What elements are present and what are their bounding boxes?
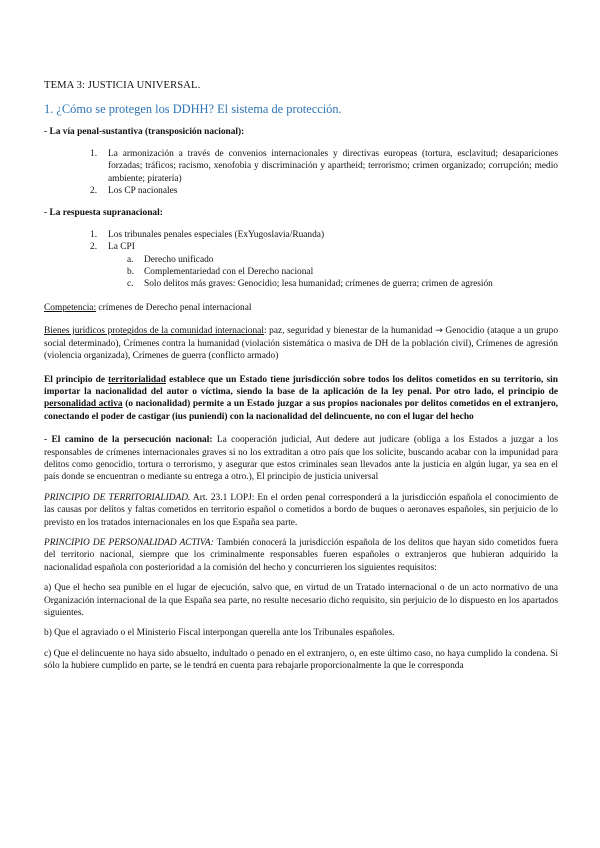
list-item: [44, 185, 558, 197]
sublist-item: [44, 278, 558, 290]
personalidad-text: También conocerá la jurisdicción española de los delitos que hayan sido cometidos fuera del territorio nacional, siempre que los criminalmente responsables fueren españoles o extranjeros que hubieran adquirido la nacionalidad española con posterioridad a la comisión del hecho y concurrieren los siguientes requisitos:: [44, 537, 558, 573]
requisito-a: a) Que el hecho sea punible en el lugar de ejecución, salvo que, en virtud de un Tratado internacional o de un acto normativo de una Organización internacional de la que España sea parte, no resulte necesario dicho requisito, sin perjuicio de lo dispuesto en los apartados siguientes.: [44, 583, 558, 618]
sublist-item-text: Derecho unificado: [144, 254, 214, 265]
territorialidad-paragraph: [44, 492, 558, 529]
list-number: 1.: [90, 148, 98, 159]
document-body: [44, 80, 558, 673]
list-item-text: Los CP nacionales: [108, 186, 178, 197]
camino-label: - El camino de la persecución nacional:: [44, 435, 213, 446]
list-item: [44, 148, 558, 185]
requisito-c: c) Que el delincuente no haya sido absuelto, indultado o penado en el extranjero, o, en este último caso, no haya cumplido la condena. Si sólo la hubiere cumplido en parte, se le tendrá en cuenta para rebajarle proporcionalmente la que le corresponda: [44, 648, 558, 672]
sublist-item-text: Solo delitos más graves: Genocidio; lesa humanidad; crímenes de guerra; crimen de agresión: [144, 279, 493, 290]
sublist-letter: a.: [127, 254, 134, 265]
principios-paragraph: [44, 374, 558, 424]
personalidad-activa-term: personalidad activa: [44, 399, 123, 410]
competencia-paragraph: [44, 302, 558, 314]
respuesta-heading: - La respuesta supranacional:: [44, 208, 163, 219]
territorialidad-text: Art. 23.1 LOPJ: En el orden penal corresponderá a la jurisdicción española el conocimiento de las causas por delitos y faltas cometidos en territorio español o cometidos a bordo de buques o aeronaves españoles, sin perjuicio de lo previsto en los tratados internacionales en los que España sea parte.: [44, 492, 558, 528]
list-number: 1.: [90, 229, 98, 240]
cpi-sublist: [44, 254, 558, 291]
sublist-letter: c.: [127, 279, 134, 290]
camino-text: La cooperación judicial, Aut dedere aut judicare (obliga a los Estados a juzgar a los responsables de crímenes internacionales graves si no los extraditan a otro país que los solicite, buscando acabar con la impunidad para delitos como genocidio, tortura o terrorismo, y asegurar que estos criminales sean llevados ante la justicia en algún lugar, ya sea en el país donde se encuentran o mediante su entrega a otro.), El principio de justicia universal: [44, 435, 558, 483]
principios-text-1: El principio de: [44, 374, 109, 385]
sublist-letter: b.: [127, 267, 135, 278]
list-item-text: La armonización a través de convenios internacionales y directivas europeas (tortura, esclavitud; desapariciones forzadas; tráficos; racismo, xenofobia y discriminación y apartheid; terrorismo; crimen organizado; corrupción; medio ambiente; piratería): [108, 148, 558, 184]
sublist-item: [44, 254, 558, 266]
personalidad-label: PRINCIPIO DE PERSONALIDAD ACTIVA:: [44, 537, 214, 548]
list-item-text: Los tribunales penales especiales (ExYugoslavia/Ruanda): [108, 229, 325, 240]
bienes-label: Bienes jurídicos protegidos de la comunidad internacional: [44, 326, 264, 337]
list-item: [44, 241, 558, 253]
competencia-label: Competencia:: [44, 302, 97, 313]
sublist-item-text: Complementariedad con el Derecho nacional: [144, 267, 314, 278]
principios-text-3: (o nacionalidad) permite a un Estado juzgar a sus propios nacionales por delitos cometidos en el extranjero, conectando el poder de castigar (ius puniendi) con la nacionalidad del delincuente, no con el lugar del hecho: [44, 399, 558, 422]
sublist-item: [44, 266, 558, 278]
competencia-text: crímenes de Derecho penal internacional: [96, 302, 252, 313]
principios-text-2: establece que un Estado tiene jurisdicción sobre todos los delitos cometidos en su territorio, sin importar la nacionalidad del autor o víctima, siendo la base de la aplicación de la ley penal. Por otro lado, el principio de: [44, 374, 558, 397]
territorialidad-term: territorialidad: [108, 374, 166, 385]
bienes-text-2: Genocidio (ataque a un grupo social determinado), Crímenes contra la humanidad (violación sistemática o masiva de DH de la población civil), Crímenes de agresión (violencia organizada), Crímenes de guerra (conflicto armado): [44, 326, 559, 362]
bienes-text-1: : paz, seguridad y bienestar de la humanidad: [263, 326, 436, 337]
via-penal-heading: - La vía penal-sustantiva (transposición nacional):: [44, 127, 245, 138]
tema-title: TEMA 3: JUSTICIA UNIVERSAL.: [44, 80, 201, 91]
right-arrow-icon: →: [435, 326, 443, 337]
list-number: 2.: [90, 242, 98, 253]
territorialidad-label: PRINCIPIO DE TERRITORIALIDAD.: [44, 492, 191, 503]
personalidad-paragraph: [44, 537, 558, 574]
camino-paragraph: [44, 434, 558, 484]
respuesta-list: [44, 229, 558, 254]
bienes-paragraph: [44, 325, 558, 362]
section-heading: 1. ¿Cómo se protegen los DDHH? El sistema de protección.: [44, 102, 342, 117]
list-item-text: La CPI: [108, 242, 135, 253]
requisito-b: b) Que el agraviado o el Ministerio Fiscal interpongan querella ante los Tribunales españoles.: [44, 628, 395, 639]
list-item: [44, 229, 558, 241]
list-number: 2.: [90, 186, 98, 197]
via-penal-list: [44, 148, 558, 198]
